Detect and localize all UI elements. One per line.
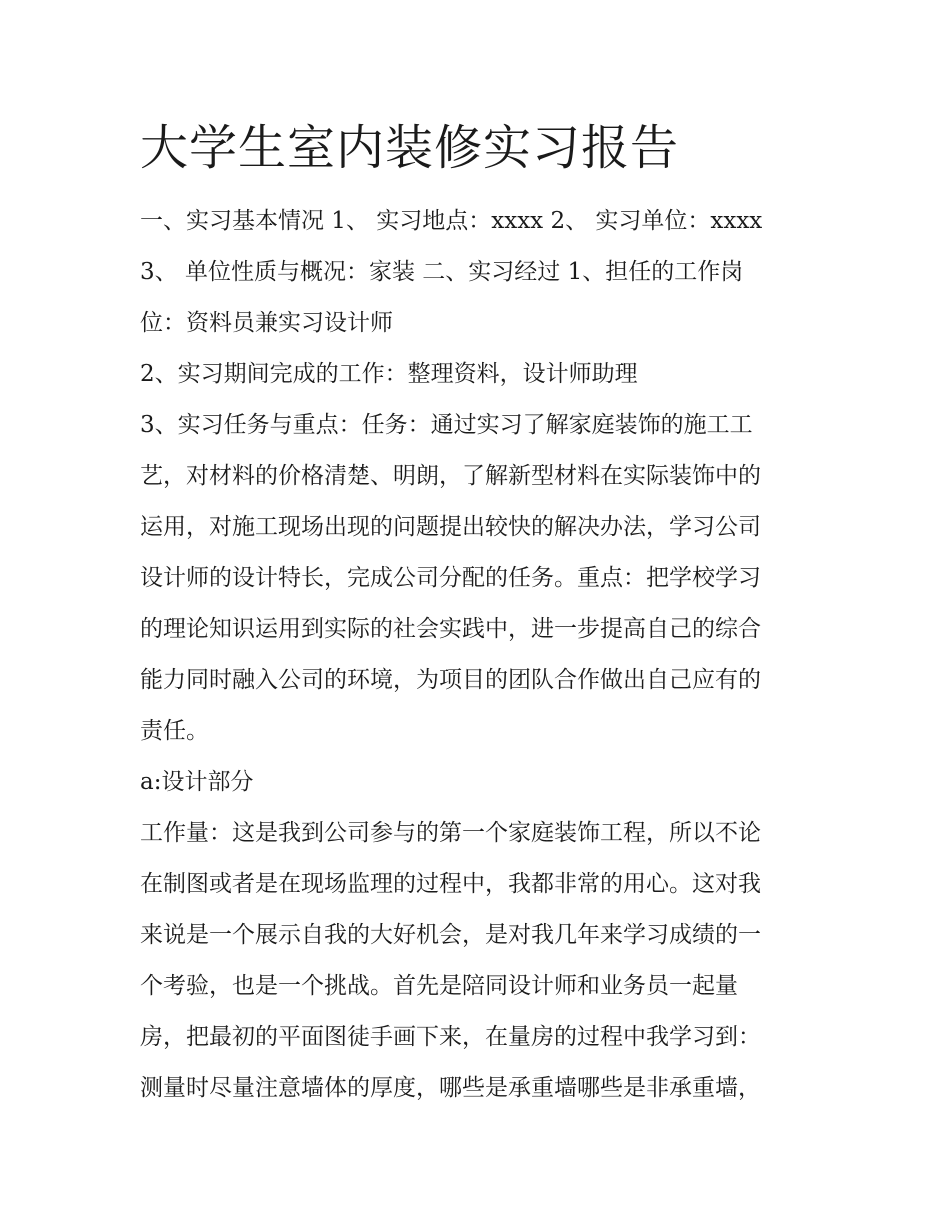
text-line: 一、实习基本情况 1、 实习地点：xxxx 2、 实习单位：xxxx [140, 208, 763, 234]
text-line: 在制图或者是在现场监理的过程中，我都非常的用心。这对我 [140, 871, 761, 897]
text-line: 的理论知识运用到实际的社会实践中，进一步提高自己的综合 [140, 616, 761, 642]
document-body [140, 196, 812, 1114]
paragraph-work-done [140, 349, 812, 400]
text-line: 设计师的设计特长，完成公司分配的任务。重点：把学校学习 [140, 565, 761, 591]
text-line: 房，把最初的平面图徒手画下来，在量房的过程中我学习到： [140, 1024, 761, 1050]
paragraph-workload [140, 808, 812, 1114]
text-line: 能力同时融入公司的环境，为项目的团队合作做出自己应有的 [140, 667, 761, 693]
text-line: a:设计部分 [140, 769, 254, 795]
paragraph-basic-info [140, 196, 812, 349]
text-line: 3、实习任务与重点：任务：通过实习了解家庭装饰的施工工 [140, 412, 753, 438]
text-line: 个考验，也是一个挑战。首先是陪同设计师和业务员一起量 [140, 973, 738, 999]
text-line: 责任。 [140, 718, 209, 744]
text-line: 艺，对材料的价格清楚、明朗，了解新型材料在实际装饰中的 [140, 463, 761, 489]
text-line: 来说是一个展示自我的大好机会，是对我几年来学习成绩的一 [140, 922, 761, 948]
text-line: 运用，对施工现场出现的问题提出较快的解决办法，学习公司 [140, 514, 761, 540]
document-title: 大学生室内装修实习报告 [140, 120, 680, 176]
paragraph-tasks [140, 400, 812, 757]
text-line: 2、实习期间完成的工作：整理资料，设计师助理 [140, 361, 638, 387]
section-heading-design [140, 757, 812, 808]
text-line: 3、 单位性质与概况：家装 二、实习经过 1、担任的工作岗 [140, 259, 744, 285]
text-line: 工作量：这是我到公司参与的第一个家庭装饰工程，所以不论 [140, 820, 761, 846]
text-line: 位：资料员兼实习设计师 [140, 310, 393, 336]
text-line: 测量时尽量注意墙体的厚度，哪些是承重墙哪些是非承重墙， [140, 1075, 761, 1101]
